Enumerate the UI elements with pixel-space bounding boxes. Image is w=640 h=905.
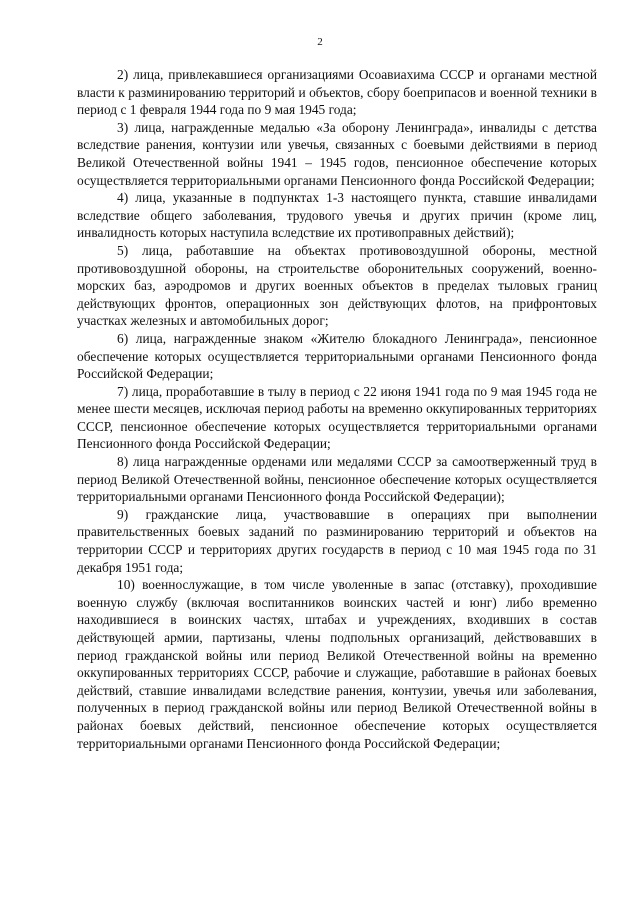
- document-body: [77, 66, 597, 752]
- paragraph-item-8: 8) лица награжденные орденами или медалями СССР за самоотверженный труд в период Великой Отечественной войны, пенсионное обеспечение которых осуществляется территориальными органами Пенсионного фонда Российской Федерации);: [77, 454, 597, 505]
- paragraph-item-5: 5) лица, работавшие на объектах противовоздушной обороны, местной противовоздушной обороны, на строительстве оборонительных сооружений, военно-морских баз, аэродромов и других военных объектов в пределах тыловых границ действующих фронтов, операционных зон действующих флотов, на прифронтовых участках железных и автомобильных дорог;: [77, 242, 597, 329]
- paragraph-item-2: 2) лица, привлекавшиеся организациями Осоавиахима СССР и органами местной власти к разминированию территорий и объектов, сбору боеприпасов и военной техники в период с 1 февраля 1944 года по 9 мая 1945 года;: [77, 67, 597, 118]
- paragraph-item-4: 4) лица, указанные в подпунктах 1-3 настоящего пункта, ставшие инвалидами вследствие общего заболевания, трудового увечья и других причин (кроме лиц, инвалидность которых наступила вследствие их противоправных действий);: [77, 190, 597, 241]
- paragraph-item-7: 7) лица, проработавшие в тылу в период с 22 июня 1941 года по 9 мая 1945 года не менее шести месяцев, исключая период работы на временно оккупированных территориях СССР, пенсионное обеспечение которых осуществляется территориальными органами Пенсионного фонда Российской Федерации;: [77, 383, 597, 452]
- paragraph-item-6: 6) лица, награжденные знаком «Жителю блокадного Ленинграда», пенсионное обеспечение которых осуществляется территориальными органами Пенсионного фонда Российской Федерации;: [77, 330, 597, 382]
- paragraph-item-10: 10) военнослужащие, в том числе уволенные в запас (отставку), проходившие военную службу (включая воспитанников воинских частей и юнг) либо временно находившиеся в воинских частях, штабах и учреждениях, входивших в состав действующей армии, партизаны, члены подпольных организаций, действовавших в период гражданской войны или период Великой Отечественной войны на временно оккупированных территориях СССР, рабочие и служащие, работавшие в районах боевых действий, ставшие инвалидами вследствие ранения, контузии, увечья или заболевания, полученных в период гражданской войны или период Великой Отечественной войны в районах боевых действий, пенсионное обеспечение которых осуществляется территориальными органами Пенсионного фонда Российской Федерации;: [77, 577, 597, 751]
- paragraph-item-3: 3) лица, награжденные медалью «За оборону Ленинграда», инвалиды с детства вследствие ранения, контузии или увечья, связанных с боевыми действиями в период Великой Отечественной войны 1941 – 1945 годов, пенсионное обеспечение которых осуществляется территориальными органами Пенсионного фонда Российской Федерации;: [77, 119, 597, 188]
- page-number: 2: [317, 36, 323, 48]
- paragraph-item-9: 9) гражданские лица, участвовавшие в операциях при выполнении правительственных боевых заданий по разминированию территорий и объектов на территории СССР и территориях других государств в период с 10 мая 1945 года по 31 декабря 1951 года;: [77, 506, 597, 575]
